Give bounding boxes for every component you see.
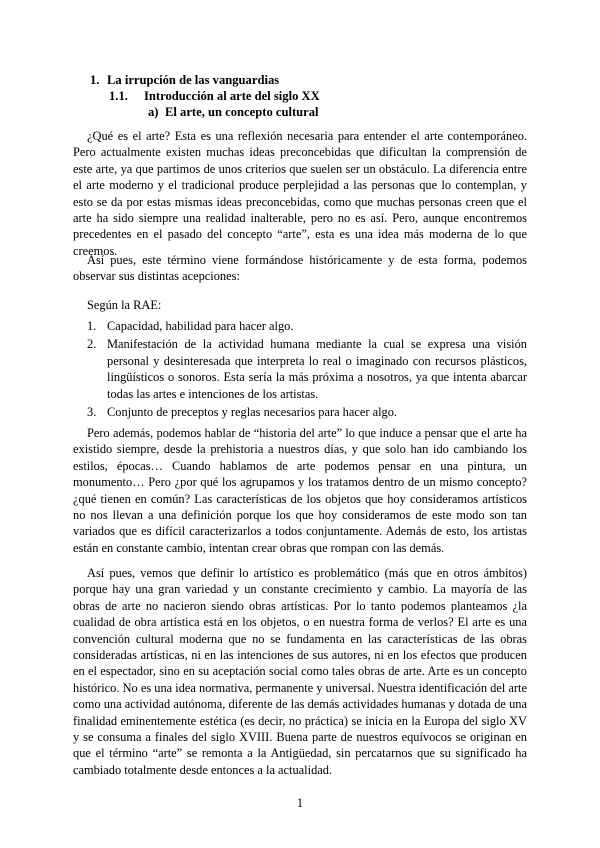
paragraph-meanings: Así pues, este término viene formándose históricamente y de esta forma, podemos observar sus distintas acepciones: — [73, 253, 527, 284]
list-item — [73, 404, 527, 420]
heading-number: a) — [148, 105, 159, 119]
heading-text: La irrupción de las vanguardias — [107, 73, 280, 87]
heading-number: 1.1. — [109, 89, 128, 103]
list-item-number: 3. — [87, 405, 97, 420]
heading-text: El arte, un concepto cultural — [165, 105, 319, 119]
paragraph-art-convention: Así pues, vemos que definir lo artístico es problemático (más que en otros ámbitos) porque hay una gran variedad y un constante crecimiento y cambio. La mayoría de las obras de arte no nacieron siendo obras artísticas. Por lo tanto podemos planteamos ¿la cualidad de obra artística está en los objetos, o en nuestra forma de verlos? El arte es una convención cultural moderna que no se fundamenta en las características de las obras consideradas artísticas, ni en las intenciones de sus autores, ni en los efectos que producen en el espectador, sino en su aceptación social como tales obras de arte. Arte es un concepto histórico. No es una idea normativa, permanente y universal. Nuestra identificación del arte como una actividad autónoma, diferente de las demás actividades humanas y dotada de una finalidad eminentemente estética (es decir, no práctica) se inicia en la Europa del siglo XV y se consuma a finales del siglo XVIII. Buena parte de nuestros equívocos se originan en que el término “arte” se remonta a la Antigüedad, sin percatarnos que su significado ha cambiado totalmente desde entonces a la actualidad. — [73, 566, 527, 777]
heading-text: Introducción al arte del siglo XX — [144, 89, 320, 103]
list-item-text: Manifestación de la actividad humana mediante la cual se expresa una visión personal y desinteresada que interpreta lo real o imaginado con recursos plásticos, lingüísticos o sonoros. Esta sería la más próxima a nosotros, ya que intenta abarcar todas las artes e intenciones de los artistas. — [107, 337, 527, 401]
rae-definition-list — [73, 318, 527, 422]
list-item — [73, 336, 527, 402]
list-item — [73, 318, 527, 334]
heading-level-1 — [90, 72, 279, 88]
list-item-text: Capacidad, habilidad para hacer algo. — [107, 319, 294, 333]
list-item-number: 1. — [87, 319, 97, 333]
heading-number: 1. — [90, 73, 100, 87]
list-item-number: 2. — [87, 337, 97, 352]
page-number: 1 — [296, 796, 304, 810]
paragraph-rae-label: Según la RAE: — [87, 298, 162, 312]
heading-level-2 — [109, 88, 320, 104]
paragraph-art-history: Pero además, podemos hablar de “historia del arte” lo que induce a pensar que el arte ha existido siempre, desde la prehistoria a nuestros días, y que solo han ido cambiando los estilos, épocas… Cuando hablamos de arte podemos pensar en una pintura, un monumento… Pero ¿por qué los agrupamos y los tratamos dentro de un mismo concepto? ¿qué tienen en común? Las características de los objetos que hoy consideramos artísticos no nos llevan a una definición porque los que hoy consideramos de este modo son tan variados que es difícil caracterizarlos a todos conjuntamente. Además de esto, los artistas están en constante cambio, intentan crear obras que rompan con las demás. — [73, 426, 527, 555]
heading-level-3 — [148, 104, 319, 120]
paragraph-intro: ¿Qué es el arte? Esta es una reflexión necesaria para entender el arte contemporáneo. Pero actualmente existen muchas ideas preconcebidas que dificultan la comprensión de este arte, ya que partimos de unos criterios que suelen ser un obstáculo. La diferencia entre el arte moderno y el tradicional produce perplejidad a las personas que lo contemplan, y esto se da por estas mismas ideas preconcebidas, como que muchas personas creen que el arte ha sido siempre una realidad inalterable, pero no es así. Pero, aunque encontremos precedentes en el pasado del concepto “arte”, esta es una idea más moderna de lo que creemos. — [73, 129, 527, 258]
list-item-text: Conjunto de preceptos y reglas necesarios para hacer algo. — [107, 405, 398, 420]
